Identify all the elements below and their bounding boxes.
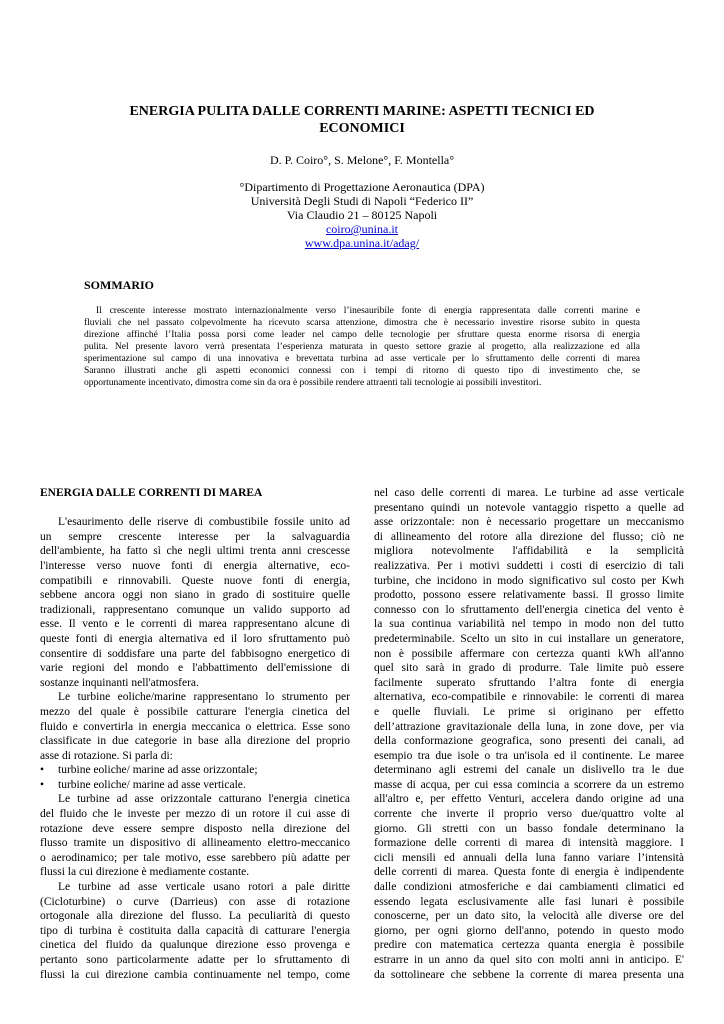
affiliation-line: Università Degli Studi di Napoli “Federico II” <box>250 194 474 208</box>
title-line-2: ECONOMICI <box>319 121 405 136</box>
text-line: prodotto, possono essere relativamente bassi. Il grosso limite <box>374 589 684 602</box>
text-line: facilmente superato sfruttando l’altra fonte di energia <box>374 676 684 689</box>
text-line: esse. Il vento e le correnti di marea rappresentano alcune di <box>40 618 350 631</box>
text-line: flussi la cui direzione è mediamente costante. <box>40 866 250 879</box>
text-line: asse orizzontale: non è necessario progettare un meccanismo <box>374 516 684 529</box>
bullet-text: turbine eoliche/ marine ad asse orizzontale; <box>58 764 258 777</box>
text-line: determinano agli estremi del canale un dislivello tra le due <box>374 764 684 777</box>
text-line: estrarre in un anno da quel sito con molti anni in anticipo. E' <box>374 954 684 966</box>
affiliation-block <box>100 180 624 250</box>
abstract-line: Il crescente interesse mostrato internazionalmente verso l’inesauribile fonte di energia rappresentata dalle correnti marine e <box>96 306 640 316</box>
abstract-line: direzione affinché l’Italia possa porsi come leader nel campo delle tecnologie per sfruttare questa enorme risorsa di energia <box>84 330 640 340</box>
text-line: essendo legata esclusivamente alle fasi lunari è possibile <box>374 895 684 908</box>
text-line: queste fonti di energia alternativa ed il loro sfruttamento può <box>40 632 350 645</box>
text-line: tradizionali, rappresentano comunque un valido supporto ad <box>40 603 350 616</box>
abstract-line: pulita. Nel presente lavoro verrà presentata l’esperienza maturata in questo settore grazie al progetto, alla realizzazione ed alla <box>84 342 640 352</box>
text-line: flussi la cui direzione cambia continuamente nel tempo, come <box>40 968 350 981</box>
text-line: la sua continua variabilità nel tempo in modo non del tutto <box>374 618 684 631</box>
text-line: migliora notevolmente l'affidabilità e la semplicità <box>374 545 684 558</box>
abstract-heading: SOMMARIO <box>84 278 154 292</box>
text-line: turbine, che incidono in modo significativo sul costo per Kwh <box>374 574 684 587</box>
text-line: di allineamento del rotore alla direzione del flusso; ciò ne <box>374 530 684 543</box>
text-line: Le turbine ad asse orizzontale catturano l'energia cinetica <box>58 793 350 806</box>
text-line: o aerodinamico; per tale motivo, esse sarebbero più adatte per <box>40 851 350 864</box>
abstract-line: opportunamente incentivato, dimostra come sin da ora è possibile rendere attraenti tali tecnologie ai possibili investitori. <box>84 378 542 388</box>
text-line: cinetica del fluido da qualunque direzione esso provenga e <box>40 939 350 952</box>
text-line: giorno. Gli stretti con un basso fondale determinano la <box>374 822 684 835</box>
text-line: varie regioni del mondo e l'abbattimento dell'emissione di <box>40 662 350 675</box>
bullet-icon: • <box>40 778 45 791</box>
text-line: ortogonale alla direzione del flusso. La peculiarità di questo <box>40 910 350 923</box>
text-line: corrente che inverte il proprio verso due/quattro volte al <box>374 808 684 821</box>
text-line: della conformazione geografica, sono presenti dei canali, ad <box>374 735 684 748</box>
abstract-line: sperimentazione sul campo di una innovativa e brevettata turbina ad asse verticale per lo sfruttamento delle correnti di marea <box>84 354 640 364</box>
section-heading: ENERGIA DALLE CORRENTI DI MAREA <box>40 487 263 499</box>
text-line: da sottolineare che sebbene la corrente di marea presenta una <box>374 968 684 981</box>
text-line: realizzativa. Per i motivi suddetti i costi di esercizio di tali <box>374 559 684 572</box>
abstract-body <box>84 305 640 389</box>
text-line: classificate in due categorie in base alla direzione del proprio <box>40 735 350 748</box>
text-line: del fluido che le investe per mezzo di un rotore il cui asse di <box>40 808 350 821</box>
text-line: giorno, per ogni giorno dell'anno, potendo in questo modo <box>374 924 684 937</box>
text-line: asse di rotazione. Si parla di: <box>40 749 173 762</box>
bullet-item <box>40 763 350 778</box>
text-line: formazione delle correnti di marea di intensità maggiore. I <box>374 837 684 850</box>
abstract-line: Saranno illustrati anche gli aspetti economici connessi con i tempi di ritorno di questo tipo di investimento che, se <box>84 366 640 376</box>
text-line: fluido e convertirla in energia meccanica o elettrica. Esse sono <box>40 720 350 733</box>
text-line: connesso con lo sfruttamento dell'energia cinetica del vento è <box>374 603 684 616</box>
right-column <box>374 486 684 982</box>
abstract-line: fluviali che nel passato colpevolmente ha ricevuto scarsa attenzione, dimostra che è necessario investire risorse subito in questa <box>84 318 640 328</box>
text-line: nel caso delle correnti di marea. Le turbine ad asse verticale <box>374 487 684 499</box>
text-line: predire con matematica certezza quanta energia è possibile <box>374 939 684 952</box>
text-line: alternativa, eco-compatibile e rinnovabile: le correnti di marea <box>374 691 684 704</box>
text-line: dell'ambiente, ha fatto sì che negli ultimi trenta anni crescesse <box>40 545 350 558</box>
text-line: predeterminabile. Scelto un sito in cui installare un generatore, <box>374 632 684 645</box>
text-line: quel sito sarà in grado di produrre. Tale limite può essere <box>374 662 684 675</box>
text-line: L'esaurimento delle riserve di combustibile fossile unito ad <box>58 516 350 529</box>
text-line: compatibili e rinnovabili. Queste nuove fonti di energia, <box>40 574 350 587</box>
text-line: un sempre crescente interesse per la salvaguardia <box>40 530 350 543</box>
website-link[interactable]: www.dpa.unina.it/adag/ <box>304 236 420 250</box>
text-line: flusso tramite un dispositivo di allineamento elettro-meccanico <box>40 837 350 850</box>
text-line: delle correnti di marea. Questa fonte di energia è indipendente <box>374 866 684 879</box>
text-line: sostanze inquinanti nell'atmosfera. <box>40 676 199 689</box>
text-line: esempio tra due isole o tra un'isola ed il continente. Le maree <box>374 749 684 762</box>
text-line: masse di acqua, per cui essa comincia a scorrere da un estremo <box>374 778 684 791</box>
text-line: e quelle fluviali. Le prime si originano per effetto <box>374 705 684 718</box>
bullet-text: turbine eoliche/ marine ad asse verticale. <box>58 778 246 791</box>
text-line: pertanto sono particolarmente adatte per lo sfruttamento di <box>40 954 350 966</box>
affiliation-line: °Dipartimento di Progettazione Aeronautica (DPA) <box>239 180 485 194</box>
title-line-1: ENERGIA PULITA DALLE CORRENTI MARINE: ASPETTI TECNICI ED <box>129 104 595 119</box>
text-line: mezzo del quale è possibile catturare l'energia cinetica del <box>40 705 350 718</box>
paper-title <box>90 103 634 137</box>
text-line: Le turbine eoliche/marine rappresentano lo strumento per <box>58 691 350 704</box>
affiliation-line: Via Claudio 21 – 80125 Napoli <box>286 208 438 222</box>
bullet-item <box>40 778 350 793</box>
text-line: non è possibile affermare con certezza quanti kWh all'anno <box>374 647 684 660</box>
authors: D. P. Coiro°, S. Melone°, F. Montella° <box>269 153 455 167</box>
text-line: Le turbine ad asse verticale usano rotori a pale diritte <box>58 881 350 894</box>
text-line: dell’attrazione gravitazionale della luna, in zone dove, per via <box>374 720 684 733</box>
text-line: tipo di turbina è costituita dalla capacità di catturare l'energia <box>40 924 350 937</box>
text-line: rotazione deve essere sempre disposto nella direzione del <box>40 822 350 835</box>
text-line: presentano quindi un notevole vantaggio rispetto a quelle ad <box>374 501 684 514</box>
text-line: all'altro e, per effetto Venturi, accelera dando origine ad una <box>374 793 684 806</box>
text-line: (Cicloturbine) o curve (Darrieus) con asse di rotazione <box>40 895 350 908</box>
bullet-icon: • <box>40 764 45 777</box>
text-line: dalle condizioni atmosferiche e dai cambiamenti climatici ed <box>374 881 684 894</box>
text-line: cicli mensili ed annuali della luna fanno variare l’intensità <box>374 851 684 864</box>
left-column <box>40 486 350 982</box>
email-link[interactable]: coiro@unina.it <box>325 222 399 236</box>
text-line: consentire di soddisfare una parte del fabbisogno energetico di <box>40 647 350 660</box>
text-line: sebbene ancora oggi non siano in grado di sostituire quelle <box>40 589 350 602</box>
text-line: conoscerne, per un dato sito, la velocità alle diverse ore del <box>374 910 684 923</box>
text-line: l'interesse verso nuove fonti di energia alternative, eco- <box>40 559 350 572</box>
